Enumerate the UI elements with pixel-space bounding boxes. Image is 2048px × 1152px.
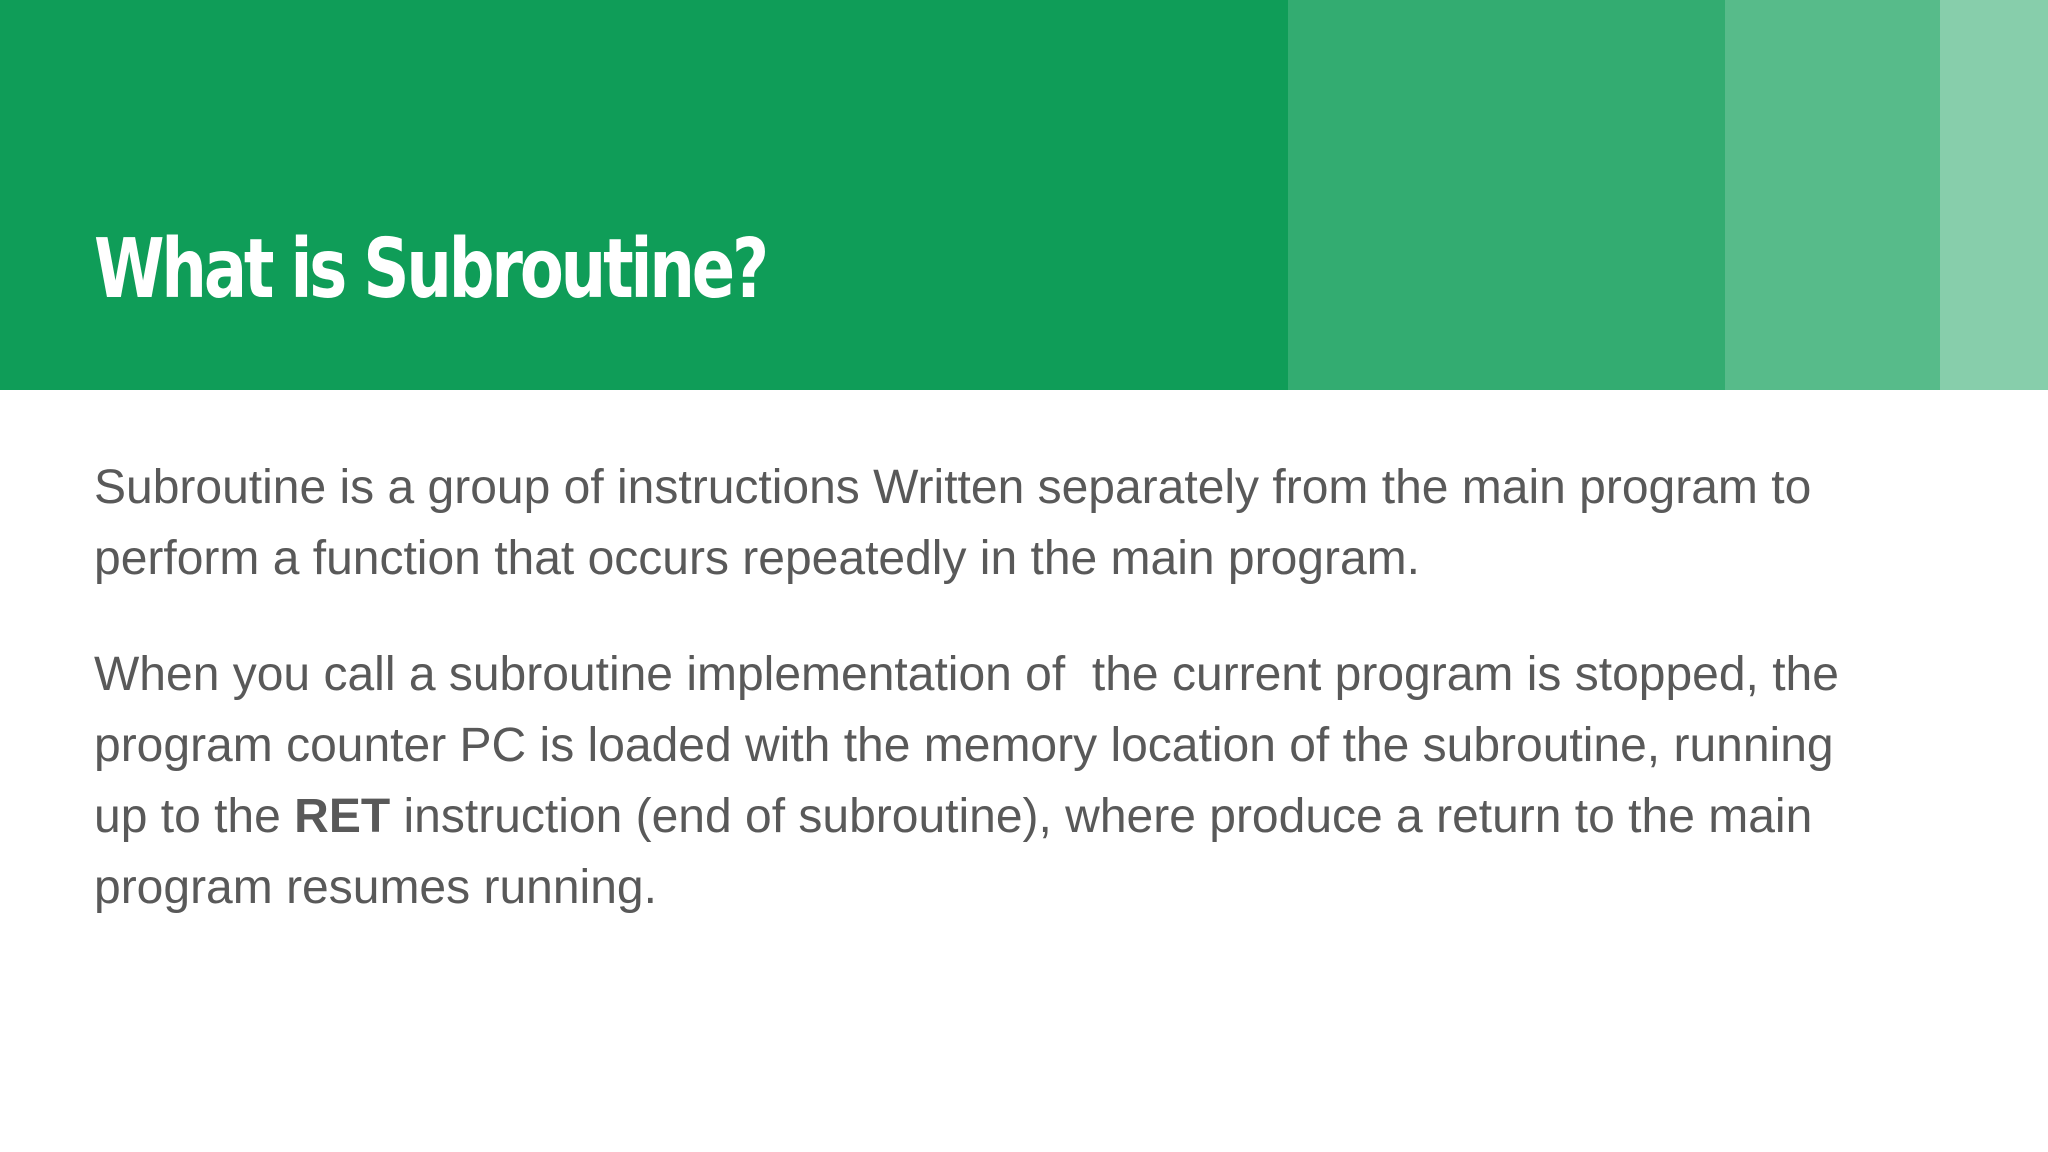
header-band-primary [0,0,1288,390]
paragraph-definition [94,452,1994,594]
paragraph-line-prefix: up to the [94,790,295,843]
paragraph-line: program counter PC is loaded with the memory location of the subroutine, running [94,719,1834,772]
slide-title: What is Subroutine? [94,222,766,317]
paragraph-line: Subroutine is a group of instructions Written separately from the main program to [94,461,1812,514]
paragraph-line-suffix: instruction (end of subroutine), where produce a return to the main [390,790,1813,843]
paragraph-call-behavior [94,639,1994,923]
slide-body [94,452,1994,968]
header-band-secondary [1288,0,1725,390]
header-band-tertiary [1725,0,1940,390]
ret-keyword: RET [294,790,391,843]
paragraph-line: perform a function that occurs repeatedly in the main program. [94,532,1420,585]
header-band-quaternary [1940,0,2048,390]
paragraph-line: When you call a subroutine implementation of the current program is stopped, the [94,648,1839,701]
paragraph-line: program resumes running. [94,861,657,914]
